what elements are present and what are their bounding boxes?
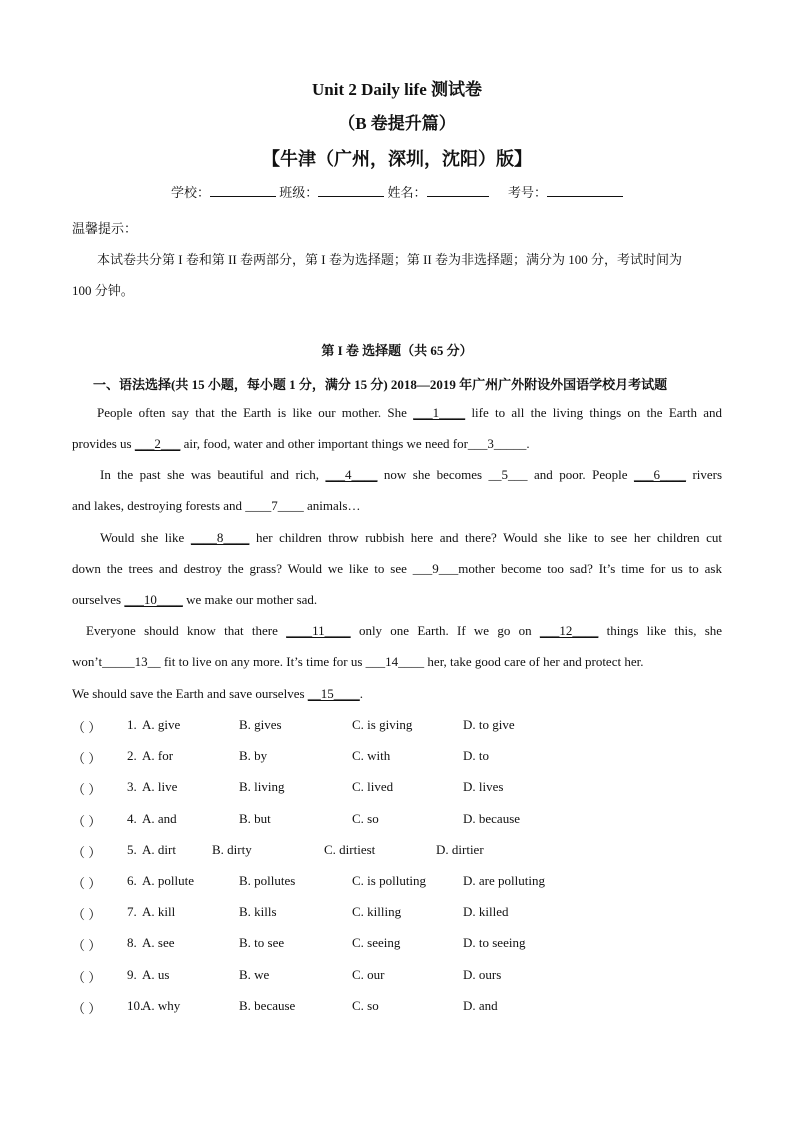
blank-1: ___1____ — [413, 405, 466, 420]
option-b[interactable]: B. living — [239, 779, 285, 794]
name-label: 姓名： — [387, 185, 427, 200]
question-number: 2. — [127, 748, 137, 763]
passage-line-1: People often say that the Earth is like our mother. She ___1____ life to all the living things on the Earth and — [97, 405, 723, 420]
blank-2: ___2___ — [134, 436, 181, 451]
option-c[interactable]: C. is polluting — [352, 873, 427, 888]
passage-line-2: provides us ___2___ air, food, water and other important things we need for___3_____. — [72, 436, 530, 451]
option-a[interactable]: A. us — [142, 967, 170, 982]
exam-number-label: 考号： — [508, 185, 548, 200]
option-a[interactable]: A. see — [142, 935, 175, 950]
option-a[interactable]: A. pollute — [142, 873, 194, 888]
passage-line-3: In the past she was beautiful and rich, ___4____ now she becomes __5___ and poor. People ___6____ rivers — [100, 467, 723, 482]
passage-line-5: Would she like ____8____ her children throw rubbish here and there? Would she like to see her children cut — [100, 530, 723, 545]
blank-15: __15____ — [307, 686, 360, 701]
option-d[interactable]: D. killed — [463, 904, 509, 919]
option-c[interactable]: C. so — [352, 811, 379, 826]
answer-bracket[interactable]: （ ） — [72, 970, 102, 985]
passage-line-8: Everyone should know that there ____11____ only one Earth. If we go on ___12____ things like this, she — [86, 623, 723, 638]
option-d[interactable]: D. because — [463, 811, 521, 826]
tips-heading: 温馨提示： — [72, 221, 138, 236]
tips-line-1: 本试卷共分第 I 卷和第 II 卷两部分，第 I 卷为选择题；第 II 卷为非选择题；满分为 100 分，考试时间为 — [97, 252, 682, 267]
option-d[interactable]: D. dirtier — [436, 842, 484, 857]
question-number: 10. — [127, 998, 144, 1013]
option-b[interactable]: B. to see — [239, 935, 285, 950]
name-blank[interactable] — [427, 184, 489, 197]
answer-bracket[interactable]: （ ） — [72, 720, 102, 735]
option-d[interactable]: D. and — [463, 998, 498, 1013]
exam-number-blank[interactable] — [547, 184, 623, 197]
question-number: 4. — [127, 811, 137, 826]
question-number: 6. — [127, 873, 137, 888]
option-b[interactable]: B. dirty — [212, 842, 252, 857]
blank-4: ___4____ — [325, 467, 378, 482]
option-b[interactable]: B. kills — [239, 904, 277, 919]
question-number: 5. — [127, 842, 137, 857]
edition-label: 【牛津（广州，深圳，沈阳）版】 — [262, 149, 532, 169]
option-d[interactable]: D. to — [463, 748, 489, 763]
option-d[interactable]: D. lives — [463, 779, 504, 794]
option-b[interactable]: B. because — [239, 998, 296, 1013]
option-c[interactable]: C. seeing — [352, 935, 401, 950]
option-a[interactable]: A. kill — [142, 904, 176, 919]
blank-12: ___12____ — [539, 623, 599, 638]
blank-11: ____11____ — [286, 623, 351, 638]
blank-8: ____8____ — [190, 530, 250, 545]
answer-bracket[interactable]: （ ） — [72, 1001, 102, 1016]
blank-10: ___10____ — [124, 592, 183, 607]
option-b[interactable]: B. gives — [239, 717, 282, 732]
option-b[interactable]: B. but — [239, 811, 271, 826]
option-c[interactable]: C. so — [352, 998, 379, 1013]
answer-bracket[interactable]: （ ） — [72, 751, 102, 766]
question-number: 7. — [127, 904, 137, 919]
question-number: 3. — [127, 779, 137, 794]
option-a[interactable]: A. dirt — [142, 842, 176, 857]
question-number: 8. — [127, 935, 137, 950]
option-c[interactable]: C. lived — [352, 779, 394, 794]
passage-line-6: down the trees and destroy the grass? Would we like to see ___9___mother become too sad? It’s time for us to ask — [72, 561, 722, 576]
answer-bracket[interactable]: （ ） — [72, 938, 102, 953]
school-blank[interactable] — [210, 184, 276, 197]
question-number: 9. — [127, 967, 137, 982]
student-info-row — [0, 182, 794, 201]
passage-line-7: ourselves ___10____ we make our mother sad. — [72, 592, 318, 607]
passage-line-4: and lakes, destroying forests and ____7____ animals… — [72, 498, 361, 513]
option-d[interactable]: D. ours — [463, 967, 502, 982]
section-title: 第 I 卷 选择题（共 65 分） — [321, 343, 473, 358]
option-c[interactable]: C. killing — [352, 904, 402, 919]
option-c[interactable]: C. dirtiest — [324, 842, 376, 857]
option-d[interactable]: D. to give — [463, 717, 515, 732]
answer-bracket[interactable]: （ ） — [72, 845, 102, 860]
answer-bracket[interactable]: （ ） — [72, 782, 102, 797]
option-a[interactable]: A. for — [142, 748, 174, 763]
question-number: 1. — [127, 717, 137, 732]
school-label: 学校： — [170, 185, 210, 200]
page-subtitle: （B 卷提升篇） — [338, 114, 456, 133]
option-c[interactable]: C. with — [352, 748, 391, 763]
option-b[interactable]: B. by — [239, 748, 268, 763]
option-b[interactable]: B. pollutes — [239, 873, 296, 888]
option-d[interactable]: D. are polluting — [463, 873, 545, 888]
option-a[interactable]: A. and — [142, 811, 177, 826]
option-a[interactable]: A. why — [142, 998, 181, 1013]
answer-bracket[interactable]: （ ） — [72, 907, 102, 922]
answer-bracket[interactable]: （ ） — [72, 814, 102, 829]
option-a[interactable]: A. give — [142, 717, 181, 732]
page-title: Unit 2 Daily life 测试卷 — [312, 80, 482, 99]
tips-line-2: 100 分钟。 — [72, 283, 134, 298]
option-a[interactable]: A. live — [142, 779, 178, 794]
passage-line-10: We should save the Earth and save ourselves __15____. — [72, 686, 364, 701]
class-label: 班级： — [279, 185, 319, 200]
option-d[interactable]: D. to seeing — [463, 935, 526, 950]
option-b[interactable]: B. we — [239, 967, 270, 982]
option-c[interactable]: C. is giving — [352, 717, 413, 732]
option-c[interactable]: C. our — [352, 967, 385, 982]
blank-6: ___6____ — [633, 467, 686, 482]
passage-line-9: won’t_____13__ fit to live on any more. It’s time for us ___14____ her, take good care of her and protect her. — [72, 654, 644, 669]
answer-bracket[interactable]: （ ） — [72, 876, 102, 891]
part-title: 一、语法选择(共 15 小题，每小题 1 分，满分 15 分) 2018—2019 年广州广外附设外国语学校月考试题 — [93, 377, 668, 392]
class-blank[interactable] — [318, 184, 384, 197]
